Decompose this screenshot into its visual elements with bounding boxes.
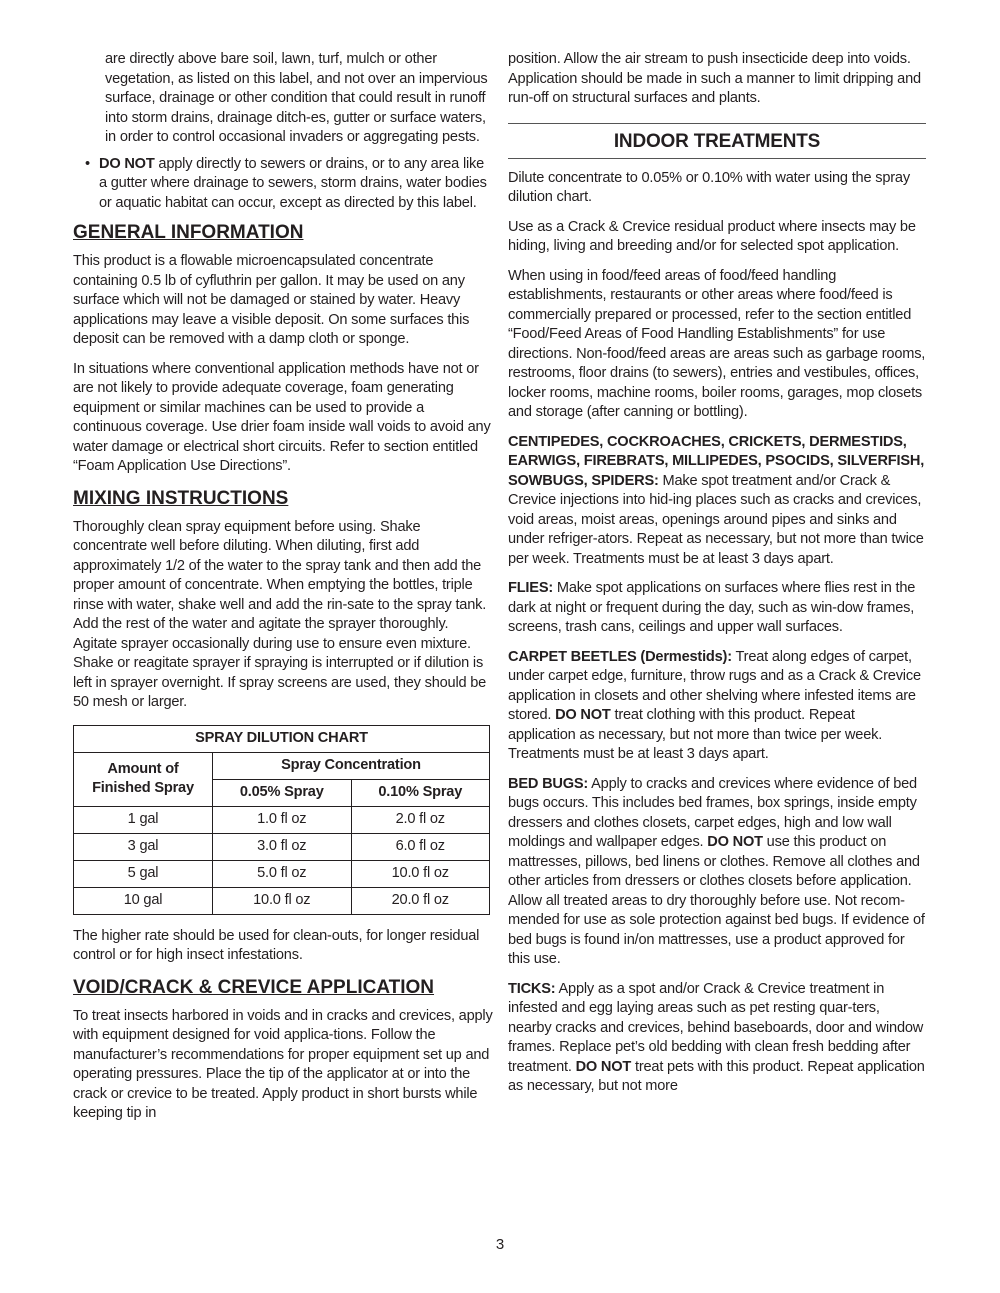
void-crack-crevice-heading: VOID/CRACK & CREVICE APPLICATION bbox=[73, 976, 435, 998]
chart-title: SPRAY DILUTION CHART bbox=[74, 725, 490, 752]
indoor-paragraph-2: Use as a Crack & Crevice residual product where insects may be hiding, living and breeding and/or for selected spot application. bbox=[508, 218, 916, 254]
ticks-section: TICKS: Apply as a spot and/or Crack & Crevice treatment in infested and egg laying areas such as pet resting quar-ters, nearby cracks and crevices, behind baseboards, door and window frames. Replace pet’s old bedding with clean fresh bedding after treatment. DO NOT treat pets with this product. Repeat application as necessary, but not more bbox=[508, 980, 925, 1094]
right-column bbox=[508, 50, 926, 1107]
void-continued: position. Allow the air stream to push insecticide deep into voids. Application should be made in such a manner to limit dripping and run-off on structural surfaces and plants. bbox=[508, 51, 921, 106]
table-row bbox=[74, 887, 490, 914]
table-cell: 10.0 fl oz bbox=[351, 860, 490, 887]
indoor-treatments-heading: INDOOR TREATMENTS bbox=[508, 123, 926, 159]
table-row bbox=[74, 806, 490, 833]
table-cell: 3 gal bbox=[74, 833, 213, 860]
page-number: 3 bbox=[495, 1236, 505, 1253]
sub-header-010: 0.10% Spray bbox=[351, 779, 490, 806]
table-cell: 10.0 fl oz bbox=[213, 887, 352, 914]
intro-indent-text: are directly above bare soil, lawn, turf, mulch or other vegetation, as listed on this label, and not over an impervious surface, drainage or other condition that could result in runoff into storm drains, drainage ditch-es, gutter or surface waters, in order to control occasional invaders or aggregating pests. bbox=[105, 51, 488, 145]
sub-header-005: 0.05% Spray bbox=[213, 779, 352, 806]
table-cell: 10 gal bbox=[74, 887, 213, 914]
rate-note: The higher rate should be used for clean-outs, for longer residual control or for high insect infestations. bbox=[73, 927, 480, 963]
general-information-heading: GENERAL INFORMATION bbox=[73, 222, 304, 243]
mixing-instructions-heading: MIXING INSTRUCTIONS bbox=[73, 487, 289, 509]
flies-section: FLIES: Make spot applications on surfaces where flies rest in the dark at night or frequent during the day, such as win-dow frames, screens, trash cans, ceilings and upper wall surfaces. bbox=[508, 580, 916, 635]
void-paragraph: To treat insects harbored in voids and in cracks and crevices, apply with equipment designed for void applica-tions. Follow the manufacturer’s recommendations for proper equipment set up and operating pressures. Place the tip of the applicator at or into the crack or crevice to be treated. Apply product in short bursts while keeping tip in bbox=[73, 1007, 493, 1121]
general-paragraph-1: This product is a flowable microencapsulated concentrate containing 0.5 lb of cyfluthrin per gallon. It may be used on any surface which will not be damaged or stained by water. Heavy applications may leave a visible deposit. On some surfaces this deposit can be removed with a damp cloth or sponge. bbox=[73, 253, 470, 347]
bullet-text: DO NOT apply directly to sewers or drains, or to any area like a gutter where drainage to sewers, storm drains, water bodies or aquatic habitat can occur, except as directed by this label. bbox=[99, 155, 487, 211]
amount-header: Amount of Finished Spray bbox=[74, 752, 213, 806]
concentration-header: Spray Concentration bbox=[213, 752, 490, 779]
table-cell: 3.0 fl oz bbox=[213, 833, 352, 860]
table-row bbox=[74, 833, 490, 860]
bullet-marker: • bbox=[85, 155, 90, 172]
table-cell: 5 gal bbox=[74, 860, 213, 887]
mixing-paragraph: Thoroughly clean spray equipment before using. Shake concentrate well before diluting. When diluting, first add approximately 1/2 of the water to the spray tank and then add the proper amount of concentrate. When emptying the bottles, triple rinse with water, shake well and add the rin-sate to the spray tank. Add the rest of the water and agitate the sprayer thoroughly. Agitate sprayer occasionally during use to ensure even mixture. Shake or reagitate sprayer if spraying is interrupted or if dilution is left in sprayer overnight. If spray screens are used, they should be 50 mesh or larger. bbox=[73, 518, 487, 710]
bed-bugs-section: BED BUGS: Apply to cracks and crevices where evidence of bed bugs occurs. This includes bed frames, box springs, inside empty dressers and clothes closets, carpet edges, high and low wall moldings and wallpaper edges. DO NOT use this product on mattresses, pillows, bed linens or clothes. Remove all clothes and other articles from dressers or clothes closets before application. Allow all treated areas to dry thoroughly before use. Not recom-mended for use as sole protection against bed bugs. If evidence of bed bugs is found in/on mattresses, use a product approved for this use. bbox=[508, 775, 925, 967]
table-cell: 2.0 fl oz bbox=[351, 806, 490, 833]
indoor-paragraph-3: When using in food/feed areas of food/feed handling establishments, restaurants or other areas where food/feed is commercially prepared or processed, refer to the section entitled “Food/Feed Areas of Food Handling Establishments” for use directions. Non-food/feed areas are areas such as garbage rooms, restrooms, floor drains (to sewers), entries and vestibules, offices, locker rooms, machine rooms, boiler rooms, garages, mop closets and storage (after canning or bottling). bbox=[508, 267, 926, 420]
table-cell: 1 gal bbox=[74, 806, 213, 833]
spray-dilution-chart bbox=[73, 725, 490, 915]
do-not-bullet bbox=[85, 155, 493, 214]
carpet-beetles-section: CARPET BEETLES (Dermestids): Treat along edges of carpet, under carpet edge, furniture, throw rugs and as a Crack & Crevice application in closets and other shelving where infested items are stored. DO NOT treat clothing with this product. Repeat application as necessary, but not more than twice per week. Treatments must be at least 3 days apart. bbox=[508, 648, 921, 762]
general-paragraph-2: In situations where conventional application methods have not or are not likely to provide adequate coverage, foam generating equipment or similar machines can be used to provide a continuous coverage. Use drier foam inside wall voids to avoid any water damage or electrical short circuits. Refer to section entitled “Foam Application Use Directions”. bbox=[73, 360, 491, 474]
indoor-paragraph-1: Dilute concentrate to 0.05% or 0.10% with water using the spray dilution chart. bbox=[508, 169, 910, 205]
table-cell: 6.0 fl oz bbox=[351, 833, 490, 860]
left-column bbox=[73, 50, 493, 1134]
table-cell: 20.0 fl oz bbox=[351, 887, 490, 914]
table-cell: 5.0 fl oz bbox=[213, 860, 352, 887]
table-row bbox=[74, 860, 490, 887]
table-cell: 1.0 fl oz bbox=[213, 806, 352, 833]
centipedes-section: CENTIPEDES, COCKROACHES, CRICKETS, DERMESTIDS, EARWIGS, FIREBRATS, MILLIPEDES, PSOCIDS, SILVERFISH, SOWBUGS, SPIDERS: Make spot treatment and/or Crack & Crevice injections into hid-ing places such as cracks and crevices, void areas, moist areas, openings around pipes and sinks and under refriger-ators. Repeat as necessary, but not more than twice per week. Treatments must be at least 3 days apart. bbox=[508, 433, 925, 567]
